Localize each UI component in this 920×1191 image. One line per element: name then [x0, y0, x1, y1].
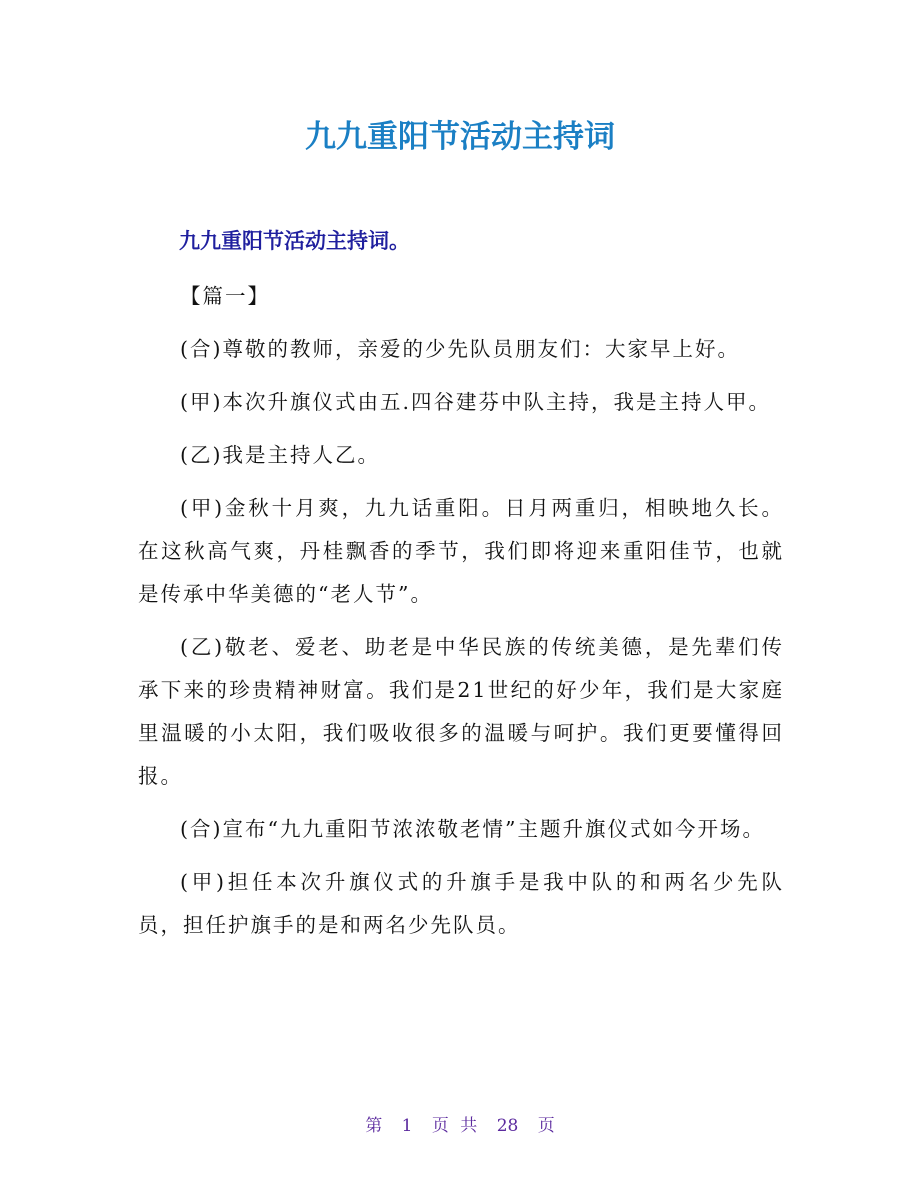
footer-page-mid: 页 共 — [431, 1116, 478, 1136]
document-body — [138, 275, 784, 957]
footer-page-current: 1 — [401, 1116, 413, 1136]
page-title: 九九重阳节活动主持词 — [305, 119, 615, 155]
section-label: 【篇一】 — [180, 284, 270, 308]
footer-page-total: 28 — [496, 1116, 519, 1136]
paragraph: (乙)敬老、爱老、助老是中华民族的传统美德，是先辈们传承下来的珍贵精神财富。我们是21世纪的好少年，我们是大家庭里温暖的小太阳，我们吸收很多的温暖与呵护。我们更要懂得回报。 — [138, 635, 784, 788]
footer-page-suffix: 页 — [537, 1116, 555, 1136]
paragraph: (乙)我是主持人乙。 — [180, 443, 380, 467]
page-footer — [0, 1112, 920, 1140]
paragraph: (甲)担任本次升旗仪式的升旗手是我中队的和两名少先队员，担任护旗手的是和两名少先队员。 — [138, 870, 784, 937]
footer-page-prefix: 第 — [365, 1116, 383, 1136]
paragraph: (合)尊敬的教师，亲爱的少先队员朋友们：大家早上好。 — [180, 337, 740, 361]
paragraph: (甲)金秋十月爽，九九话重阳。日月两重归，相映地久长。在这秋高气爽，丹桂飘香的季节，我们即将迎来重阳佳节，也就是传承中华美德的“老人节”。 — [138, 496, 784, 606]
paragraph: (甲)本次升旗仪式由五.四谷建芬中队主持，我是主持人甲。 — [180, 390, 772, 414]
paragraph: (合)宣布“九九重阳节浓浓敬老情”主题升旗仪式如今开场。 — [180, 817, 765, 841]
document-subtitle: 九九重阳节活动主持词。 — [179, 229, 410, 253]
